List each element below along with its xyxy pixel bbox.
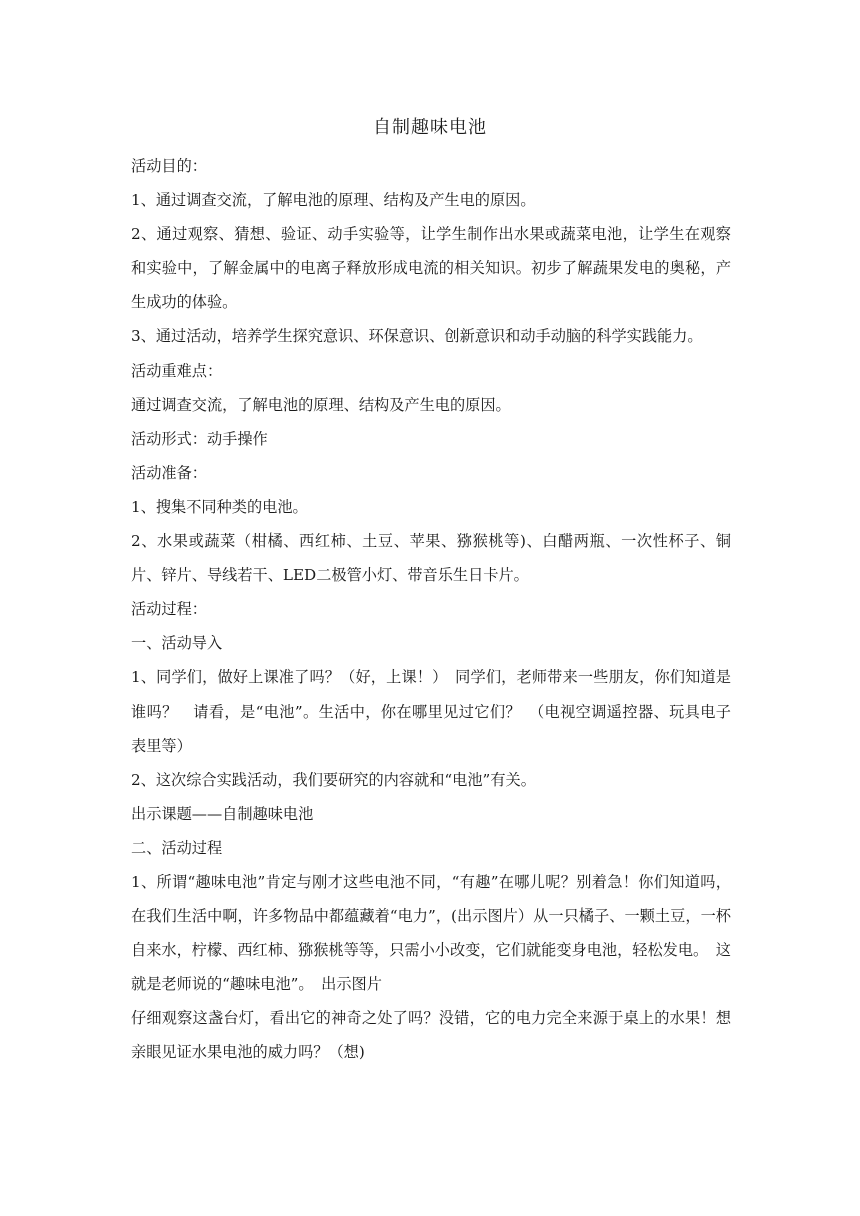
preparation-item-2: 2、水果或蔬菜（柑橘、西红柿、土豆、苹果、猕猴桃等)、白醋两瓶、一次性杯子、铜片、锌片、导线若干、LED二极管小灯、带音乐生日卡片。	[131, 532, 731, 585]
show-topic: 出示课题——自制趣味电池	[131, 804, 314, 823]
document-title: 自制趣味电池	[373, 117, 487, 138]
heading-key-points: 活动重难点：	[131, 361, 223, 380]
document-body	[131, 149, 731, 1070]
objective-item-3: 3、通过活动，培养学生探究意识、环保意识、创新意识和动手动脑的科学实践能力。	[131, 327, 703, 346]
process-observation: 仔细观察这盏台灯，看出它的神奇之处了吗？没错，它的电力完全来源于桌上的水果！想亲眼见证水果电池的威力吗？（想)	[131, 1009, 731, 1062]
section-introduction: 一、活动导入	[131, 634, 223, 653]
key-points-text: 通过调查交流，了解电池的原理、结构及产生电的原因。	[131, 395, 511, 414]
intro-item-1: 1、同学们，做好上课准了吗？（好，上课！） 同学们，老师带来一些朋友，你们知道是谁吗？ 请看，是“电池”。生活中，你在哪里见过它们？ （电视空调遥控器、玩具电子表里等）	[131, 668, 731, 755]
process-item-1: 1、所谓“趣味电池”肯定与刚才这些电池不同，“有趣”在哪儿呢？别着急！你们知道吗，在我们生活中啊，许多物品中都蕴藏着“电力”，(出示图片）从一只橘子、一颗土豆，一杯自来水，柠檬、西红柿、猕猴桃等等，只需小小改变，它们就能变身电池，轻松发电。 这就是老师说的“趣味电池”。 出示图片	[131, 872, 731, 994]
heading-process: 活动过程：	[131, 600, 207, 619]
objective-item-1: 1、通过调查交流，了解电池的原理、结构及产生电的原因。	[131, 191, 536, 210]
preparation-item-1: 1、搜集不同种类的电池。	[131, 497, 308, 516]
heading-preparation: 活动准备：	[131, 463, 207, 482]
heading-objectives: 活动目的：	[131, 157, 207, 175]
intro-item-2: 2、这次综合实践活动，我们要研究的内容就和“电池”有关。	[131, 770, 536, 789]
activity-form: 活动形式：动手操作	[131, 429, 268, 448]
section-process: 二、活动过程	[131, 838, 223, 857]
objective-item-2: 2、通过观察、猜想、验证、动手实验等，让学生制作出水果或蔬菜电池，让学生在观察和实验中，了解金属中的电离子释放形成电流的相关知识。初步了解蔬果发电的奥秘，产生成功的体验。	[131, 225, 731, 312]
